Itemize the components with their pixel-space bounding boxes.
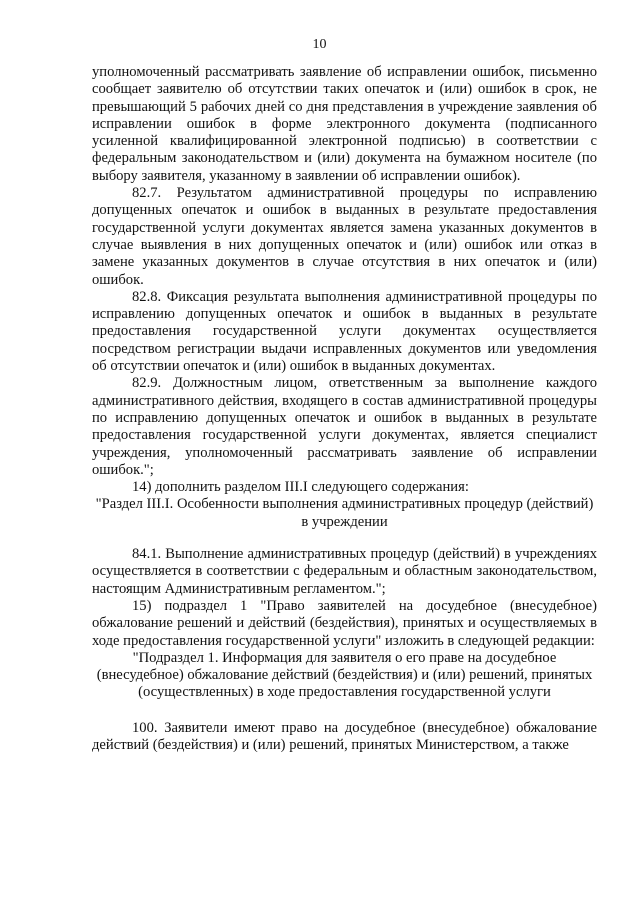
section-heading-3-1: "Раздел III.I. Особенности выполнения административных процедур (действий) в учреждении bbox=[95, 496, 594, 530]
document-body bbox=[92, 64, 597, 754]
page-number: 10 bbox=[312, 37, 327, 52]
paragraph-84-1: 84.1. Выполнение административных процедур (действий) в учреждениях осуществляется в соответствии с федеральным и областным законодательством, настоящим Административным регламентом."; bbox=[92, 546, 597, 597]
paragraph-82-7: 82.7. Результатом административной процедуры по исправлению допущенных опечаток и ошибок в выданных в результате предоставления государственной услуги документах является замена указанных документов в случае выявления в них допущенных опечаток и (или) ошибок или отказ в замене указанных документов в случае отсутствия в них опечаток и (или) ошибок. bbox=[92, 185, 597, 288]
paragraph-continuation: уполномоченный рассматривать заявление об исправлении ошибок, письменно сообщает заявителю об отсутствии таких опечаток и (или) ошибок в срок, не превышающий 5 рабочих дней со дня представления в учреждение заявления об исправлении ошибок в форме электронного документа (подписанного усиленной квалифицированной электронной подписью) в соответствии с федеральным законодательством и (или) документа на бумажном носителе (по выбору заявителя, указанному в заявлении об исправлении ошибок). bbox=[92, 64, 597, 184]
subsection-heading-1: "Подраздел 1. Информация для заявителя о его праве на досудебное (внесудебное) обжалование действий (бездействия) и (или) решений, принятых (осуществленных) в ходе предоставления государственной услуги bbox=[96, 649, 593, 701]
paragraph-item-15: 15) подраздел 1 "Право заявителей на досудебное (внесудебное) обжалование решений и действий (бездействия), принятых и осуществляемых в ходе предоставления государственной услуги" изложить в следующей редакции: bbox=[92, 597, 597, 649]
paragraph-item-14: 14) дополнить разделом III.I следующего содержания: bbox=[132, 479, 469, 496]
paragraph-100: 100. Заявители имеют право на досудебное (внесудебное) обжалование действий (бездействия) и (или) решений, принятых Министерством, а также bbox=[92, 719, 597, 753]
paragraph-82-9: 82.9. Должностным лицом, ответственным за выполнение каждого административного действия, входящего в состав административной процедуры по исправлению допущенных опечаток и ошибок в выданных в результате предоставления государственной услуги документах, является специалист учреждения, уполномоченный рассматривать заявление об исправлении ошибок."; bbox=[92, 375, 597, 478]
paragraph-82-8: 82.8. Фиксация результата выполнения административной процедуры по исправлению допущенных опечаток и ошибок в выданных в результате предоставления государственной услуги документах осуществляется посредством регистрации выдачи исправленных документов или уведомления об отсутствии опечаток и (или) ошибок в выданных документах. bbox=[92, 288, 597, 375]
